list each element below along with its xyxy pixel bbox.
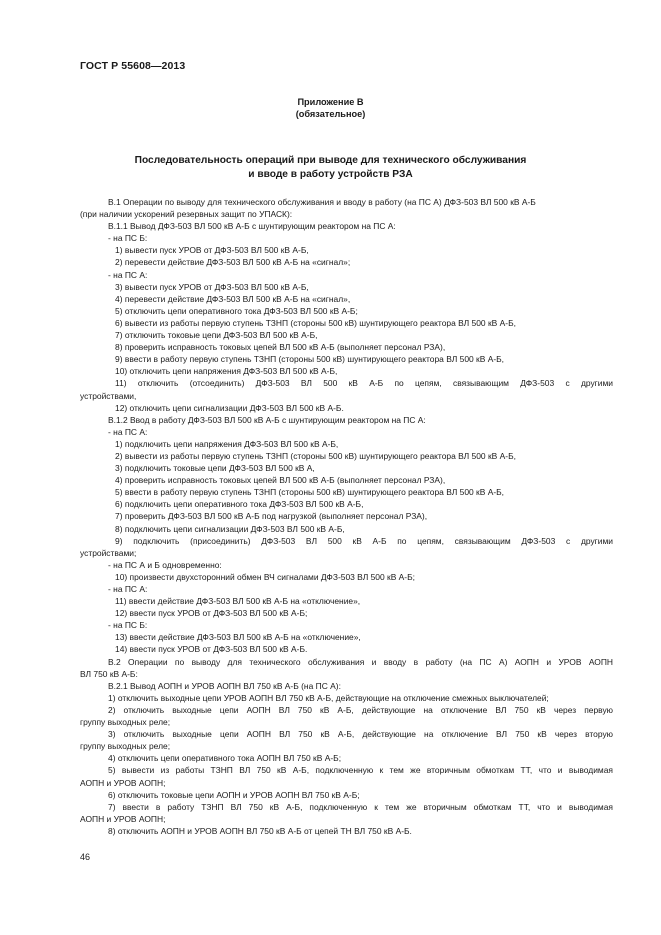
standard-designation: ГОСТ Р 55608—2013 (80, 60, 186, 72)
text-line: 7) ввести в работу ТЗНП ВЛ 750 кВ А-Б, подключенную к тем же вторичным обмоткам ТТ, что и выводимая (108, 801, 613, 812)
text-line: 5) отключить цепи оперативного тока ДФЗ-503 ВЛ 500 кВ А-Б; (115, 305, 358, 316)
appendix-status: (обязательное) (295, 109, 366, 119)
text-line: 10) произвести двухсторонний обмен ВЧ сигналами ДФЗ-503 ВЛ 500 кВ А-Б; (115, 571, 415, 582)
text-line: 9) ввести в работу первую ступень ТЗНП (стороны 500 кВ) шунтирующего реактора ВЛ 500 кВ А-Б, (115, 354, 505, 365)
text-line: 7) отключить токовые цепи ДФЗ-503 ВЛ 500 кВ А-Б, (115, 330, 318, 341)
text-line: 1) вывести пуск УРОВ от ДФЗ-503 ВЛ 500 кВ А-Б, (115, 245, 309, 256)
text-line: - на ПС А и Б одновременно: (108, 559, 222, 570)
appendix-title-line-2: и вводе в работу устройств РЗА (248, 169, 413, 180)
text-line: 2) отключить выходные цепи АОПН ВЛ 750 кВ А-Б, действующие на отключение ВЛ 750 кВ через первую (108, 704, 613, 715)
text-line: 7) проверить ДФЗ-503 ВЛ 500 кВ А-Б под нагрузкой (выполняет персонал РЗА), (115, 511, 428, 522)
text-line: 4) отключить цепи оперативного тока АОПН ВЛ 750 кВ А-Б; (108, 753, 342, 764)
text-line: 3) отключить выходные цепи АОПН ВЛ 750 кВ А-Б, действующие на отключение ВЛ 750 кВ через вторую (108, 729, 613, 740)
text-line: - на ПС Б: (108, 233, 148, 244)
text-line: группу выходных реле; (80, 741, 171, 752)
text-line: 10) отключить цепи напряжения ДФЗ-503 ВЛ 500 кВ А-Б, (115, 366, 338, 377)
appendix-label: Приложение В (297, 97, 364, 107)
text-line: 11) ввести действие ДФЗ-503 ВЛ 500 кВ А-Б на «отключение», (115, 596, 361, 607)
text-line: 8) подключить цепи сигнализации ДФЗ-503 ВЛ 500 кВ А-Б, (115, 523, 345, 534)
text-line: 9) подключить (присоединить) ДФЗ-503 ВЛ 500 кВ А-Б по цепям, связывающим ДФЗ-503 с другими (115, 535, 613, 546)
text-line: 6) отключить токовые цепи АОПН и УРОВ АОПН ВЛ 750 кВ А-Б; (108, 789, 360, 800)
text-line: - на ПС Б: (108, 620, 148, 631)
text-line: В.1 Операции по выводу для технического обслуживания и вводу в работу (на ПС А) ДФЗ-503 ВЛ 500 кВ А-Б (108, 197, 536, 207)
text-line: 1) подключить цепи напряжения ДФЗ-503 ВЛ 500 кВ А-Б, (115, 438, 339, 449)
text-line: В.1.2 Ввод в работу ДФЗ-503 ВЛ 500 кВ А-Б с шунтирующим реактором на ПС А: (108, 414, 426, 425)
text-line: 5) ввести в работу первую ступень ТЗНП (стороны 500 кВ) шунтирующего реактора ВЛ 500 кВ А-Б, (115, 487, 505, 498)
text-line: - на ПС А: (108, 584, 148, 594)
text-line: 3) вывести пуск УРОВ от ДФЗ-503 ВЛ 500 кВ А-Б, (115, 281, 309, 292)
text-line: 4) проверить исправность токовых цепей ВЛ 500 кВ А-Б (выполняет персонал РЗА), (115, 475, 446, 486)
text-line: 13) ввести действие ДФЗ-503 ВЛ 500 кВ А-Б на «отключение», (115, 632, 361, 643)
text-line: 12) отключить цепи сигнализации ДФЗ-503 ВЛ 500 кВ А-Б. (115, 402, 344, 413)
text-line: 8) проверить исправность токовых цепей ВЛ 500 кВ А-Б (выполняет персонал РЗА), (115, 342, 446, 353)
text-line: В.2.1 Вывод АОПН и УРОВ АОПН ВЛ 750 кВ А-Б (на ПС А): (108, 680, 341, 691)
text-line: В.2 Операции по выводу для технического обслуживания и вводу в работу (на ПС А) АОПН и УРОВ АОПН (108, 656, 613, 667)
text-line: - на ПС А: (108, 426, 148, 437)
text-line: устройствами; (80, 547, 137, 558)
text-line: 2) перевести действие ДФЗ-503 ВЛ 500 кВ А-Б на «сигнал»; (115, 257, 351, 268)
text-line: В.1.1 Вывод ДФЗ-503 ВЛ 500 кВ А-Б с шунтирующим реактором на ПС А: (108, 221, 396, 232)
text-line: 14) ввести пуск УРОВ от ДФЗ-503 ВЛ 500 кВ А-Б. (115, 644, 308, 655)
text-line: 8) отключить АОПН и УРОВ АОПН ВЛ 750 кВ А-Б от цепей ТН ВЛ 750 кВ А-Б. (108, 825, 412, 836)
text-line: 6) вывести из работы первую ступень ТЗНП (стороны 500 кВ) шунтирующего реактора ВЛ 500 кВ А-Б, (115, 317, 516, 328)
text-line: 11) отключить (отсоединить) ДФЗ-503 ВЛ 500 кВ А-Б по цепям, связывающим ДФЗ-503 с другими (115, 378, 613, 389)
text-line: 5) вывести из работы ТЗНП ВЛ 750 кВ А-Б, подключенную к тем же вторичным обмоткам ТТ, что и выводимая (108, 765, 613, 776)
page-number: 46 (80, 852, 91, 862)
text-line: 2) вывести из работы первую ступень ТЗНП (стороны 500 кВ) шунтирующего реактора ВЛ 500 кВ А-Б, (115, 450, 516, 461)
appendix-title-line-1: Последовательность операций при выводе для технического обслуживания (134, 155, 527, 166)
text-line: группу выходных реле; (80, 717, 171, 728)
text-line: устройствами, (80, 390, 137, 401)
text-line: 3) подключить токовые цепи ДФЗ-503 ВЛ 500 кВ А, (115, 463, 315, 474)
text-line: 12) ввести пуск УРОВ от ДФЗ-503 ВЛ 500 кВ А-Б; (115, 608, 308, 619)
text-line: ВЛ 750 кВ А-Б: (80, 668, 138, 679)
text-line: АОПН и УРОВ АОПН; (80, 813, 166, 824)
text-line: - на ПС А: (108, 269, 148, 280)
text-line: 4) перевести действие ДФЗ-503 ВЛ 500 кВ А-Б на «сигнал», (115, 293, 351, 304)
body-text (80, 196, 613, 837)
text-line: 6) подключить цепи оперативного тока ДФЗ-503 ВЛ 500 кВ А-Б, (115, 499, 364, 510)
text-line: (при наличии ускорений резервных защит по УПАСК): (80, 209, 293, 220)
text-line: АОПН и УРОВ АОПН; (80, 777, 166, 788)
text-line: 1) отключить выходные цепи УРОВ АОПН ВЛ 750 кВ А-Б, действующие на отключение смежных выключателей; (108, 692, 549, 703)
